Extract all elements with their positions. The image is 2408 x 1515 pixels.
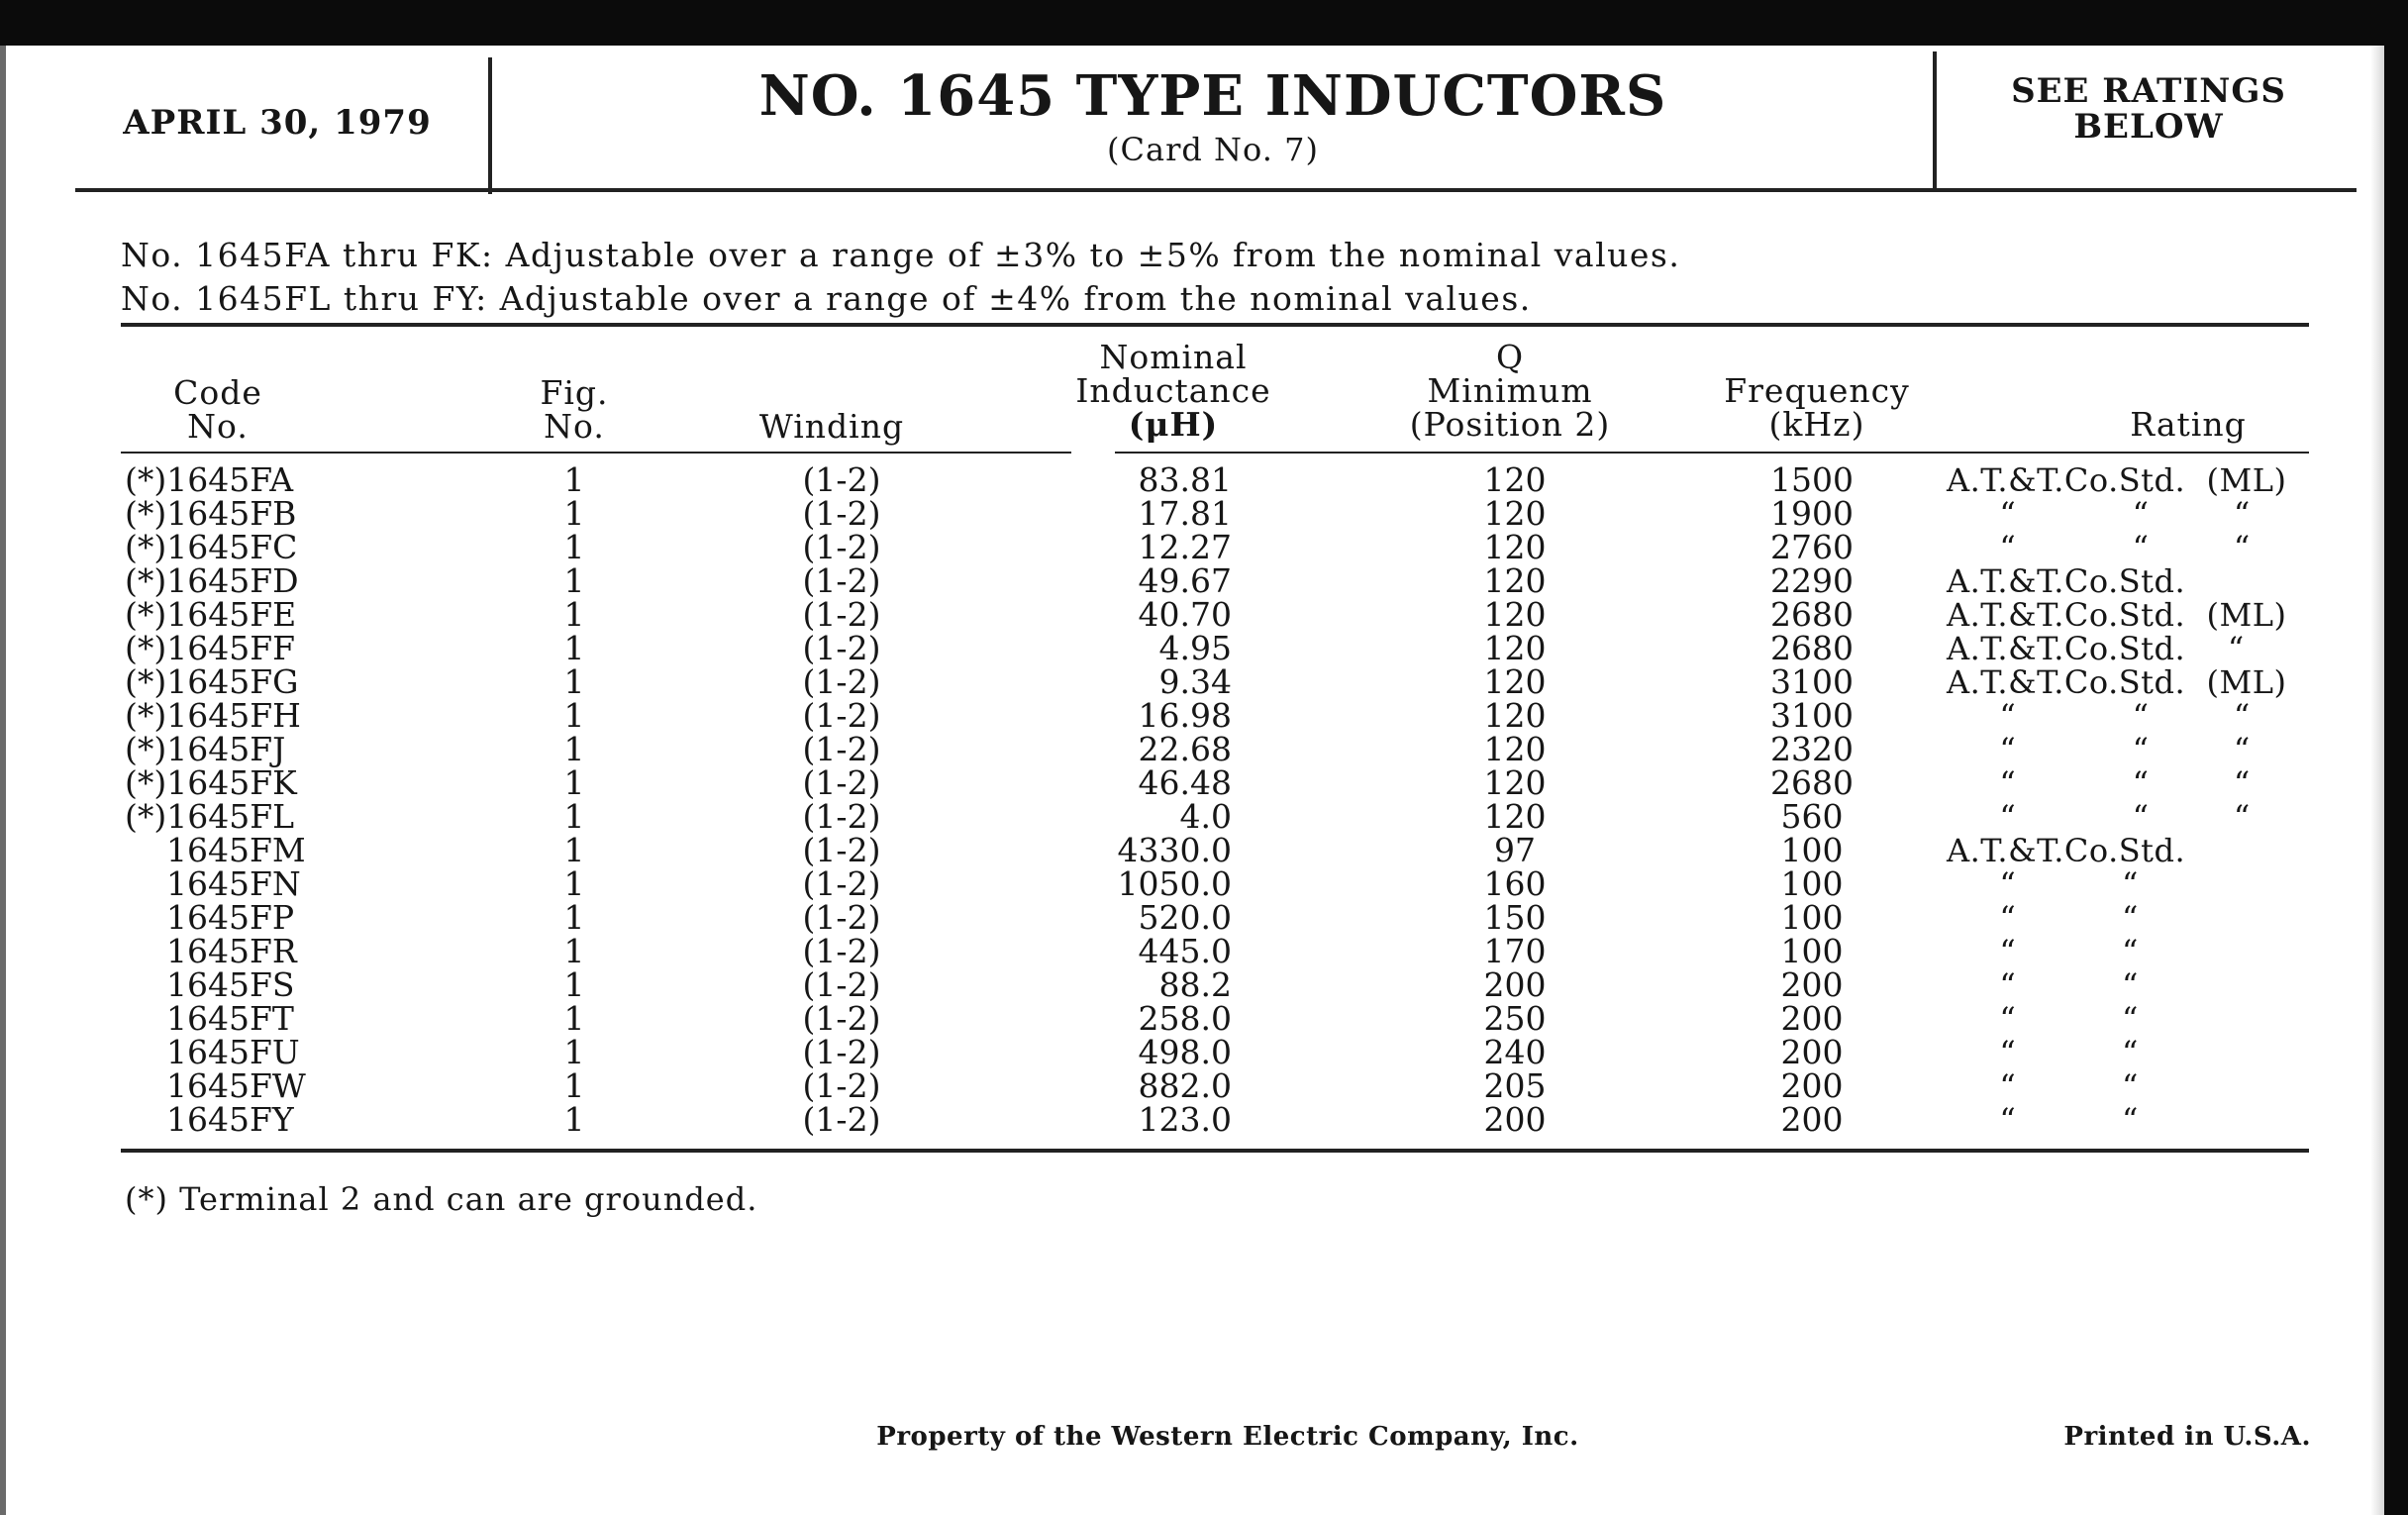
cell-code: 1645FR bbox=[125, 932, 297, 970]
cell-q: 240 bbox=[1483, 1033, 1547, 1071]
table-row bbox=[0, 696, 2408, 735]
table-row bbox=[0, 999, 2408, 1038]
cell-freq: 1900 bbox=[1770, 494, 1854, 533]
cell-freq: 2680 bbox=[1770, 595, 1854, 634]
cell-fig: 1 bbox=[563, 932, 585, 970]
cell-winding: (1-2) bbox=[802, 1033, 881, 1071]
cell-freq: 100 bbox=[1780, 831, 1844, 869]
cell-code: (*)1645FH bbox=[125, 696, 301, 735]
cell-winding: (1-2) bbox=[802, 932, 881, 970]
rating-note-line-2: BELOW bbox=[2073, 107, 2224, 147]
cell-freq: 2680 bbox=[1770, 763, 1854, 802]
cell-code: (*)1645FL bbox=[125, 797, 295, 836]
cell-q: 150 bbox=[1483, 898, 1547, 937]
cell-winding: (1-2) bbox=[802, 528, 881, 566]
table-row bbox=[0, 561, 2408, 600]
cell-inductance: 22.68 bbox=[1138, 730, 1232, 768]
header-underline-left bbox=[121, 452, 1071, 454]
table-row bbox=[0, 965, 2408, 1004]
cell-q: 120 bbox=[1483, 797, 1547, 836]
cell-inductance: 882.0 bbox=[1138, 1066, 1232, 1105]
cell-winding: (1-2) bbox=[802, 595, 881, 634]
cell-code: 1645FN bbox=[125, 864, 301, 903]
cell-winding: (1-2) bbox=[802, 1066, 881, 1105]
footnote: (*) Terminal 2 and can are grounded. bbox=[125, 1180, 758, 1218]
cell-inductance: 4330.0 bbox=[1117, 831, 1232, 869]
cell-rating: “ “ “ bbox=[1947, 529, 2251, 566]
column-header-code bbox=[139, 373, 297, 446]
cell-fig: 1 bbox=[563, 494, 585, 533]
cell-code: (*)1645FE bbox=[125, 595, 297, 634]
cell-rating: A.T.&T.Co.Std. bbox=[1947, 562, 2186, 600]
cell-freq: 200 bbox=[1780, 1066, 1844, 1105]
cell-rating: “ “ bbox=[1947, 1034, 2139, 1071]
cell-q: 120 bbox=[1483, 528, 1547, 566]
cell-code: (*)1645FJ bbox=[125, 730, 286, 768]
cell-freq: 100 bbox=[1780, 864, 1844, 903]
cell-q: 97 bbox=[1494, 831, 1536, 869]
cell-inductance: 258.0 bbox=[1138, 999, 1232, 1038]
cell-rating: A.T.&T.Co.Std. (ML) bbox=[1947, 596, 2287, 634]
cell-winding: (1-2) bbox=[802, 965, 881, 1004]
cell-winding: (1-2) bbox=[802, 898, 881, 937]
header-divider-left bbox=[488, 57, 492, 194]
cell-rating: “ “ bbox=[1947, 966, 2139, 1004]
cell-inductance: 12.27 bbox=[1138, 528, 1232, 566]
cell-code: 1645FS bbox=[125, 965, 295, 1004]
cell-winding: (1-2) bbox=[802, 763, 881, 802]
cell-q: 120 bbox=[1483, 696, 1547, 735]
table-row bbox=[0, 1066, 2408, 1105]
header-rating-note bbox=[1941, 73, 2357, 145]
cell-inductance: 16.98 bbox=[1138, 696, 1232, 735]
cell-inductance: 88.2 bbox=[1158, 965, 1232, 1004]
cell-fig: 1 bbox=[563, 1033, 585, 1071]
cell-rating: A.T.&T.Co.Std. bbox=[1947, 832, 2186, 869]
cell-inductance: 17.81 bbox=[1138, 494, 1232, 533]
cell-fig: 1 bbox=[563, 662, 585, 701]
cell-fig: 1 bbox=[563, 460, 585, 499]
cell-inductance: 4.0 bbox=[1179, 797, 1232, 836]
cell-inductance: 4.95 bbox=[1158, 629, 1232, 667]
cell-q: 205 bbox=[1483, 1066, 1547, 1105]
cell-rating: “ “ “ bbox=[1947, 798, 2251, 836]
table-row bbox=[0, 1033, 2408, 1071]
cell-q: 160 bbox=[1483, 864, 1547, 903]
table-top-rule bbox=[121, 323, 2309, 327]
cell-code: 1645FP bbox=[125, 898, 295, 937]
cell-rating: “ “ “ bbox=[1947, 495, 2251, 533]
cell-freq: 200 bbox=[1780, 1100, 1844, 1139]
cell-rating: “ “ bbox=[1947, 899, 2139, 937]
cell-q: 120 bbox=[1483, 763, 1547, 802]
cell-fig: 1 bbox=[563, 730, 585, 768]
cell-freq: 3100 bbox=[1770, 662, 1854, 701]
cell-winding: (1-2) bbox=[802, 730, 881, 768]
cell-code: (*)1645FA bbox=[125, 460, 294, 499]
cell-rating: “ “ “ bbox=[1947, 697, 2251, 735]
cell-rating: “ “ “ bbox=[1947, 764, 2251, 802]
table-row bbox=[0, 1100, 2408, 1139]
fig-header-line-1: Fig. bbox=[540, 373, 609, 412]
cell-freq: 560 bbox=[1780, 797, 1844, 836]
cell-code: (*)1645FD bbox=[125, 561, 299, 600]
table-row bbox=[0, 528, 2408, 566]
table-row bbox=[0, 763, 2408, 802]
cell-inductance: 49.67 bbox=[1138, 561, 1232, 600]
table-row bbox=[0, 730, 2408, 768]
cell-freq: 3100 bbox=[1770, 696, 1854, 735]
cell-rating: A.T.&T.Co.Std. (ML) bbox=[1947, 663, 2287, 701]
cell-rating: “ “ bbox=[1947, 1101, 2139, 1139]
inductance-header-line-2: Inductance bbox=[1075, 371, 1271, 410]
table-row bbox=[0, 662, 2408, 701]
cell-inductance: 520.0 bbox=[1138, 898, 1232, 937]
cell-rating: A.T.&T.Co.Std. “ bbox=[1947, 630, 2245, 667]
code-header-line-2: No. bbox=[187, 407, 249, 446]
column-header-fig bbox=[515, 373, 634, 446]
cell-winding: (1-2) bbox=[802, 696, 881, 735]
cell-q: 250 bbox=[1483, 999, 1547, 1038]
cell-freq: 2680 bbox=[1770, 629, 1854, 667]
cell-q: 200 bbox=[1483, 965, 1547, 1004]
table-row bbox=[0, 898, 2408, 937]
table-row bbox=[0, 494, 2408, 533]
cell-freq: 1500 bbox=[1770, 460, 1854, 499]
rating-note-line-1: SEE RATINGS bbox=[2011, 71, 2286, 111]
cell-fig: 1 bbox=[563, 561, 585, 600]
cell-fig: 1 bbox=[563, 763, 585, 802]
cell-rating: “ “ “ bbox=[1947, 731, 2251, 768]
cell-freq: 200 bbox=[1780, 965, 1844, 1004]
table-row bbox=[0, 595, 2408, 634]
cell-code: (*)1645FF bbox=[125, 629, 296, 667]
cell-winding: (1-2) bbox=[802, 999, 881, 1038]
cell-fig: 1 bbox=[563, 629, 585, 667]
cell-inductance: 445.0 bbox=[1138, 932, 1232, 970]
page-title: NO. 1645 TYPE INDUCTORS bbox=[758, 63, 1667, 129]
cell-fig: 1 bbox=[563, 864, 585, 903]
cell-rating: A.T.&T.Co.Std. (ML) bbox=[1947, 461, 2287, 499]
cell-q: 170 bbox=[1483, 932, 1547, 970]
q-header-line-2: Minimum bbox=[1427, 371, 1593, 410]
cell-fig: 1 bbox=[563, 831, 585, 869]
q-header-line-1: Q bbox=[1495, 338, 1525, 376]
cell-inductance: 123.0 bbox=[1138, 1100, 1232, 1139]
cell-freq: 200 bbox=[1780, 999, 1844, 1038]
cell-q: 120 bbox=[1483, 494, 1547, 533]
cell-rating: “ “ bbox=[1947, 1000, 2139, 1038]
cell-fig: 1 bbox=[563, 696, 585, 735]
cell-winding: (1-2) bbox=[802, 797, 881, 836]
cell-rating: “ “ bbox=[1947, 865, 2139, 903]
cell-q: 120 bbox=[1483, 460, 1547, 499]
cell-code: (*)1645FB bbox=[125, 494, 297, 533]
header-rule bbox=[75, 188, 2357, 192]
footer-property: Property of the Western Electric Company, Inc. bbox=[876, 1422, 1579, 1452]
table-row bbox=[0, 629, 2408, 667]
inductance-header-line-3: (μH) bbox=[1128, 405, 1219, 444]
column-header-q-minimum bbox=[1386, 338, 1634, 444]
cell-code: (*)1645FK bbox=[125, 763, 297, 802]
cell-winding: (1-2) bbox=[802, 864, 881, 903]
scan-border-top bbox=[0, 0, 2408, 46]
table-row bbox=[0, 932, 2408, 970]
column-header-frequency bbox=[1703, 371, 1931, 444]
cell-winding: (1-2) bbox=[802, 1100, 881, 1139]
cell-freq: 2320 bbox=[1770, 730, 1854, 768]
cell-inductance: 83.81 bbox=[1138, 460, 1232, 499]
cell-fig: 1 bbox=[563, 797, 585, 836]
cell-fig: 1 bbox=[563, 528, 585, 566]
header-divider-right bbox=[1933, 51, 1937, 188]
cell-fig: 1 bbox=[563, 965, 585, 1004]
cell-winding: (1-2) bbox=[802, 494, 881, 533]
cell-code: (*)1645FG bbox=[125, 662, 299, 701]
cell-inductance: 40.70 bbox=[1138, 595, 1232, 634]
cell-winding: (1-2) bbox=[802, 831, 881, 869]
cell-winding: (1-2) bbox=[802, 460, 881, 499]
cell-inductance: 46.48 bbox=[1138, 763, 1232, 802]
cell-freq: 2290 bbox=[1770, 561, 1854, 600]
range-note-fa-fk: No. 1645FA thru FK: Adjustable over a range of ±3% to ±5% from the nominal values. bbox=[121, 236, 1681, 274]
cell-rating: “ “ bbox=[1947, 1067, 2139, 1105]
cell-freq: 2760 bbox=[1770, 528, 1854, 566]
cell-code: 1645FT bbox=[125, 999, 294, 1038]
footer-printed: Printed in U.S.A. bbox=[2063, 1422, 2311, 1452]
table-row bbox=[0, 460, 2408, 499]
cell-code: 1645FY bbox=[125, 1100, 294, 1139]
table-row bbox=[0, 831, 2408, 869]
column-header-inductance bbox=[1050, 338, 1297, 444]
frequency-header-line-2: (kHz) bbox=[1768, 405, 1865, 444]
cell-code: 1645FM bbox=[125, 831, 306, 869]
card-number: (Card No. 7) bbox=[1107, 131, 1319, 168]
cell-inductance: 1050.0 bbox=[1117, 864, 1232, 903]
header-date: APRIL 30, 1979 bbox=[123, 103, 432, 143]
range-note-fl-fy: No. 1645FL thru FY: Adjustable over a range of ±4% from the nominal values. bbox=[121, 279, 1532, 318]
cell-inductance: 9.34 bbox=[1158, 662, 1232, 701]
frequency-header-line-1: Frequency bbox=[1724, 371, 1910, 410]
cell-q: 120 bbox=[1483, 595, 1547, 634]
inductance-header-line-1: Nominal bbox=[1099, 338, 1248, 376]
q-header-line-3: (Position 2) bbox=[1409, 405, 1611, 444]
cell-freq: 200 bbox=[1780, 1033, 1844, 1071]
fig-header-line-2: No. bbox=[544, 407, 605, 446]
cell-winding: (1-2) bbox=[802, 662, 881, 701]
cell-fig: 1 bbox=[563, 1100, 585, 1139]
cell-q: 120 bbox=[1483, 629, 1547, 667]
column-header-winding: Winding bbox=[758, 407, 905, 446]
cell-q: 120 bbox=[1483, 561, 1547, 600]
cell-q: 120 bbox=[1483, 730, 1547, 768]
cell-code: 1645FU bbox=[125, 1033, 300, 1071]
cell-q: 120 bbox=[1483, 662, 1547, 701]
column-header-rating: Rating bbox=[2130, 405, 2247, 444]
cell-code: 1645FW bbox=[125, 1066, 306, 1105]
table-row bbox=[0, 797, 2408, 836]
table-row bbox=[0, 864, 2408, 903]
cell-freq: 100 bbox=[1780, 898, 1844, 937]
code-header-line-1: Code bbox=[173, 373, 262, 412]
cell-fig: 1 bbox=[563, 999, 585, 1038]
inductor-table bbox=[0, 460, 2408, 1139]
cell-rating: “ “ bbox=[1947, 933, 2139, 970]
cell-winding: (1-2) bbox=[802, 629, 881, 667]
cell-winding: (1-2) bbox=[802, 561, 881, 600]
cell-fig: 1 bbox=[563, 1066, 585, 1105]
cell-fig: 1 bbox=[563, 595, 585, 634]
cell-freq: 100 bbox=[1780, 932, 1844, 970]
header-underline-right bbox=[1115, 452, 2309, 454]
cell-code: (*)1645FC bbox=[125, 528, 298, 566]
cell-fig: 1 bbox=[563, 898, 585, 937]
table-bottom-rule bbox=[121, 1149, 2309, 1153]
cell-q: 200 bbox=[1483, 1100, 1547, 1139]
cell-inductance: 498.0 bbox=[1138, 1033, 1232, 1071]
